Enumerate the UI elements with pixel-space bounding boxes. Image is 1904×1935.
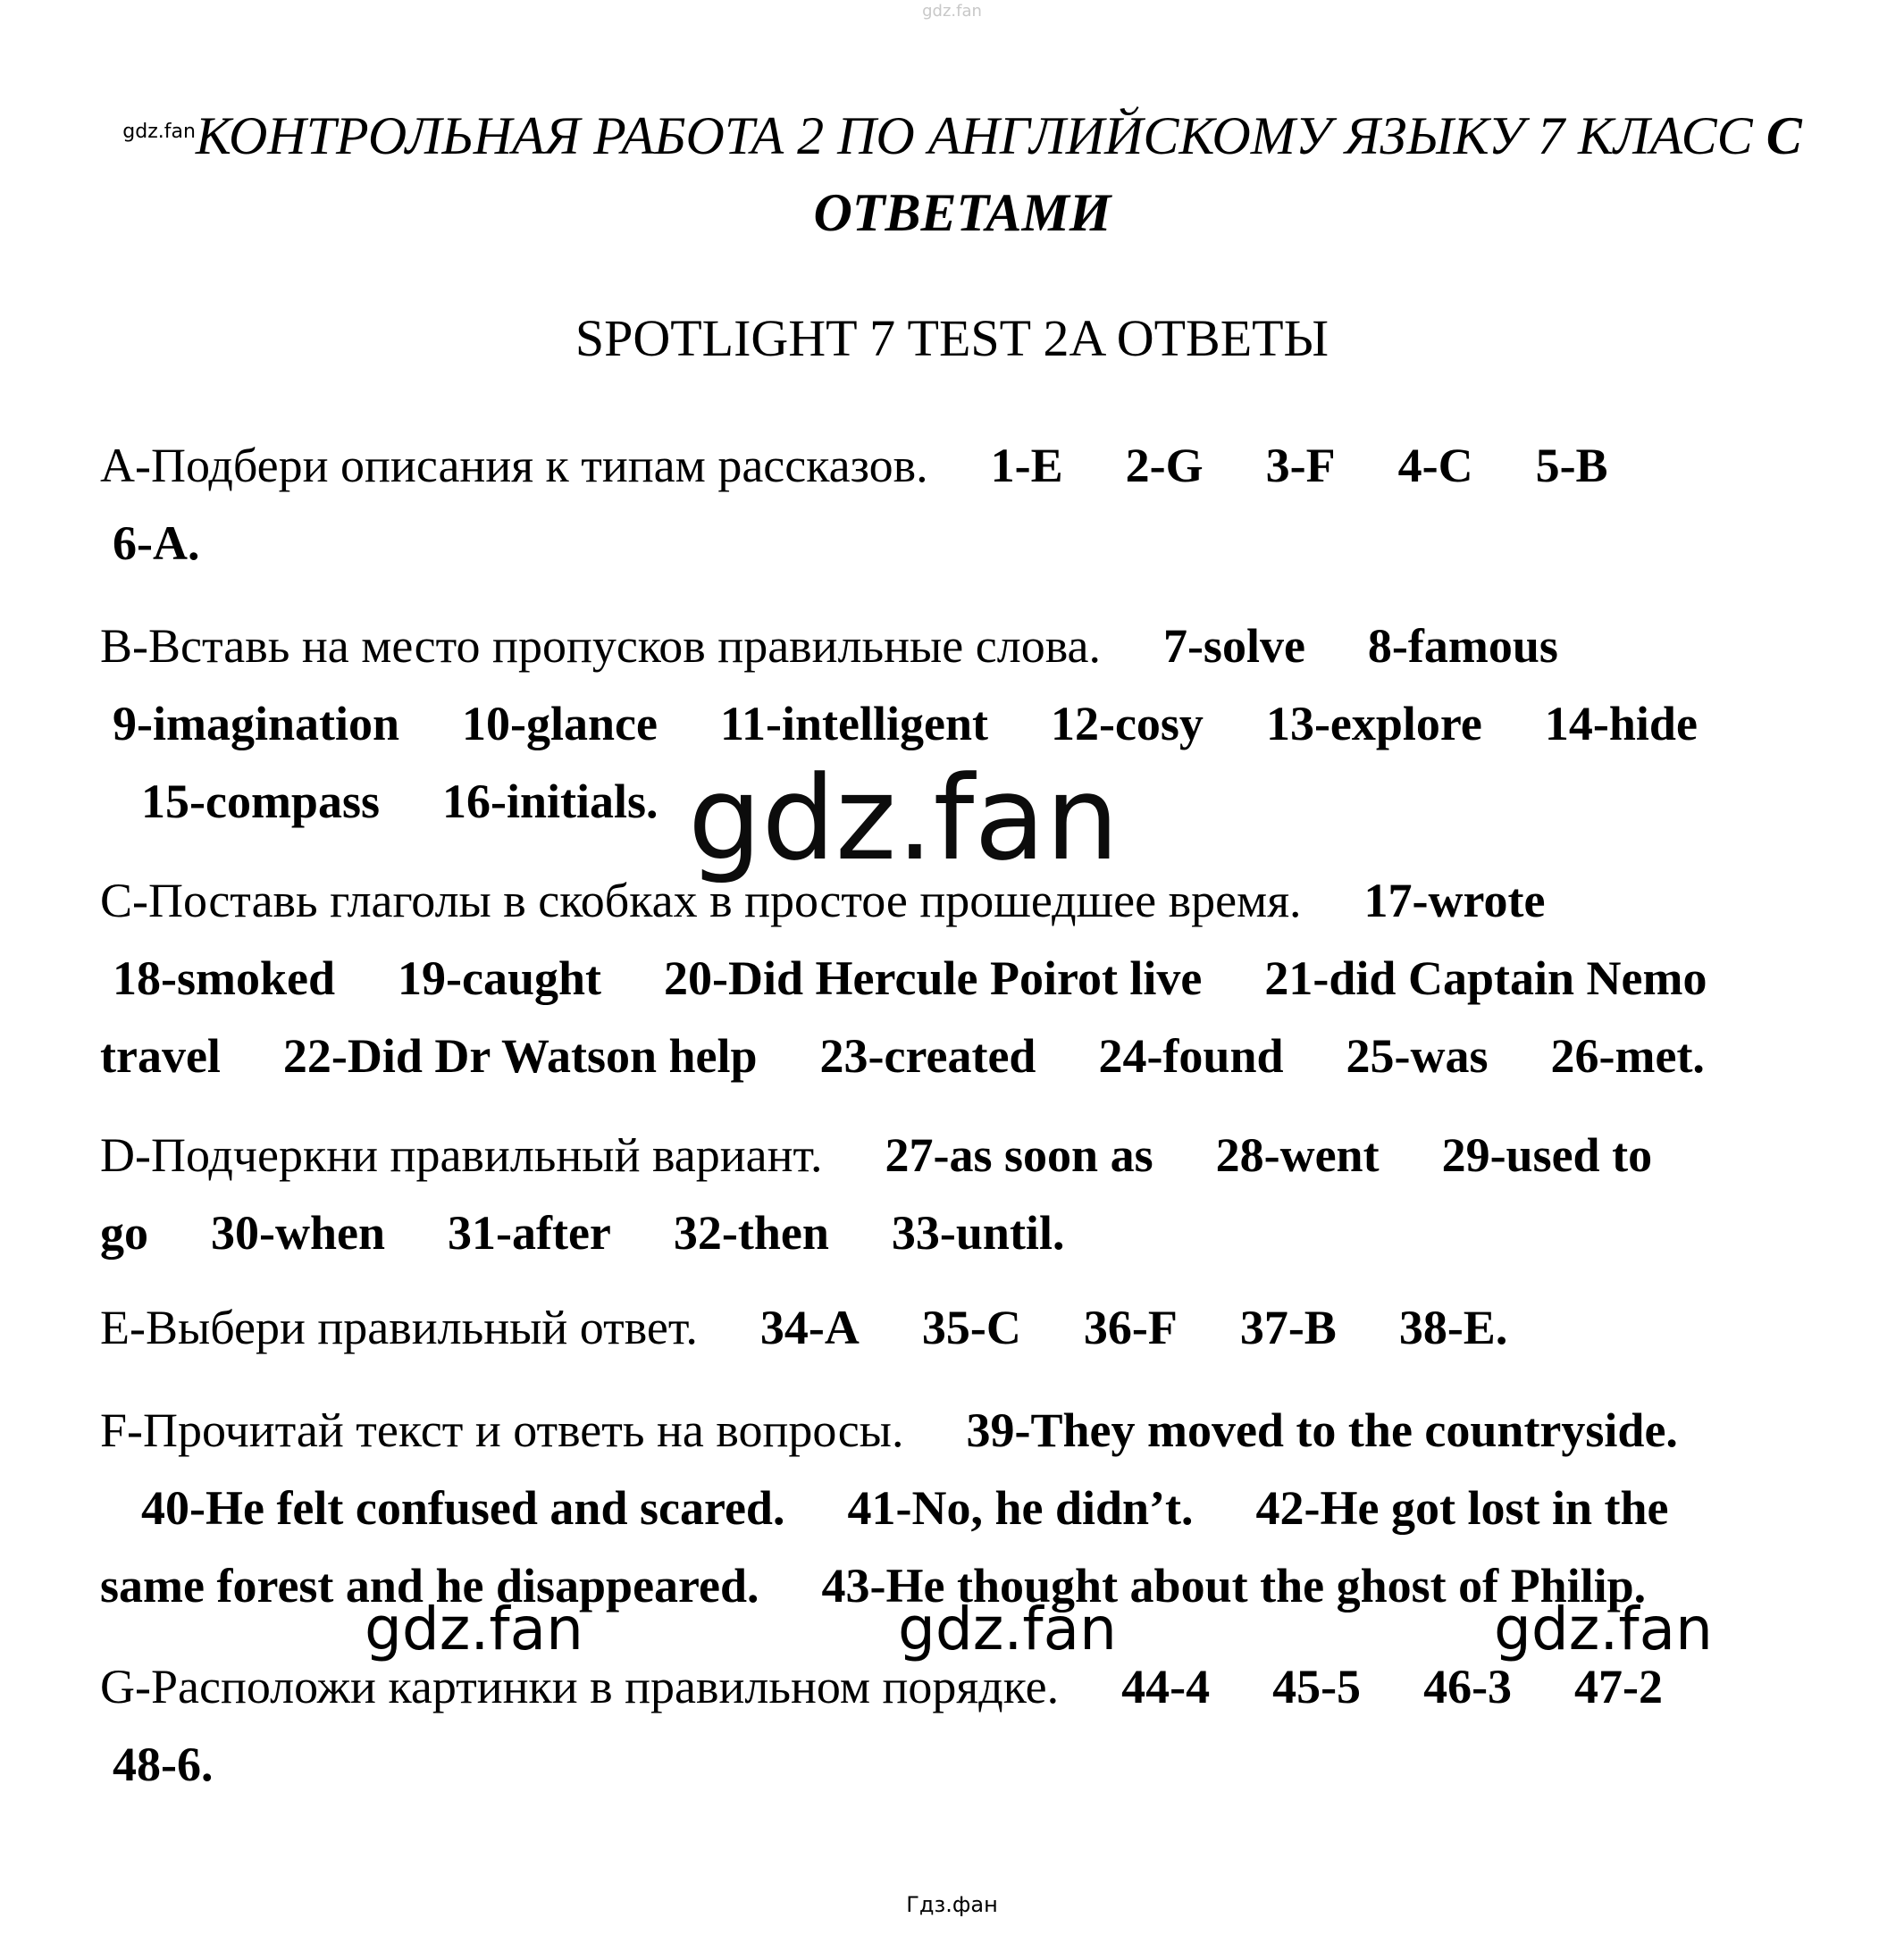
section-e [100,1289,1829,1367]
answer: 41-No, he didn’t. [847,1481,1194,1535]
section-d-label: D-Подчеркни правильный вариант. [100,1128,823,1182]
section-d [100,1117,1829,1272]
watermark-large: gdz.fan [688,750,1120,886]
answer: 15-compass [141,775,380,828]
answer: 27-as soon as [885,1128,1153,1182]
answer: 26-met. [1550,1029,1705,1083]
answer: same forest and he disappeared. [100,1559,759,1612]
answer: 23-created [819,1029,1036,1083]
answer: 29-used to [1441,1128,1653,1182]
answer: 21-did Captain Nemo [1264,951,1707,1005]
title-bold-c: С [1766,106,1802,165]
answer: 35-C [921,1301,1021,1354]
answer: 36-F [1083,1301,1178,1354]
answer: 18-smoked [113,951,336,1005]
answer: 17-wrote [1363,874,1546,927]
answer: 10-glance [462,697,658,750]
answer: 45-5 [1272,1660,1362,1713]
answer: 8-famous [1367,619,1558,673]
title-watermark: gdz.fan [122,121,196,143]
watermark-row-item: gdz.fan [365,1595,583,1663]
answer: 46-3 [1423,1660,1513,1713]
answer: 47-2 [1574,1660,1664,1713]
section-e-label: E-Выбери правильный ответ. [100,1301,698,1354]
section-f-label: F-Прочитай текст и ответь на вопросы. [100,1403,904,1457]
answer: 16-initials. [442,775,658,828]
answer: 31-after [448,1206,611,1260]
answer: 22-Did Dr Watson help [282,1029,758,1083]
answer: 7-solve [1162,619,1305,673]
answer: 4-C [1397,439,1473,492]
answer: 2-G [1125,439,1204,492]
answer: 32-then [673,1206,829,1260]
answer: 43-He thought about the ghost of Philip. [821,1559,1647,1612]
subtitle: SPOTLIGHT 7 TEST 2A ОТВЕТЫ [575,309,1329,367]
page-title [100,94,1824,251]
answer: 11-intelligent [719,697,988,750]
answer: 25-was [1346,1029,1489,1083]
answer: 12-cosy [1050,697,1204,750]
answer: 42-He got lost in the [1255,1481,1669,1535]
answer: 30-when [211,1206,386,1260]
answer: 13-explore [1265,697,1482,750]
answer: 37-B [1239,1301,1337,1354]
answer: 40-He felt confused and scared. [141,1481,785,1535]
answer: 48-6. [113,1738,214,1791]
answer: 34-A [759,1301,860,1354]
answer: 6-A. [113,516,200,570]
section-c [100,862,1829,1095]
title-bold-answers: ОТВЕТАМИ [813,183,1111,242]
answer: 3-F [1265,439,1336,492]
answer: 9-imagination [113,697,400,750]
answer: 14-hide [1544,697,1698,750]
section-g-label: G-Расположи картинки в правильном порядке. [100,1660,1060,1713]
section-f [100,1392,1829,1625]
title-italic-text: КОНТРОЛЬНАЯ РАБОТА 2 ПО АНГЛИЙСКОМУ ЯЗЫКУ 7 КЛАСС [195,106,1766,165]
answer: go [100,1206,148,1260]
answer: 20-Did Hercule Poirot live [664,951,1203,1005]
answer: 28-went [1215,1128,1380,1182]
answer: 1-E [990,439,1063,492]
footer-text: Гдз.фан [906,1892,998,1917]
watermark-row-item: gdz.fan [898,1595,1117,1663]
top-watermark: gdz.fan [922,2,982,21]
section-b [100,607,1829,841]
watermark-row-item: gdz.fan [1494,1595,1713,1663]
answer: 19-caught [398,951,602,1005]
answer: 33-until. [891,1206,1065,1260]
answer: 5-B [1535,439,1608,492]
section-g [100,1648,1829,1804]
answer: 39-They moved to the countryside. [966,1403,1678,1457]
answer: 38-E. [1398,1301,1508,1354]
answer: travel [100,1029,221,1083]
section-a [100,427,1829,582]
answer: 44-4 [1121,1660,1211,1713]
section-b-label: B-Вставь на место пропусков правильные слова. [100,619,1101,673]
section-c-label: C-Поставь глаголы в скобках в простое прошедшее время. [100,874,1302,927]
section-a-label: A-Подбери описания к типам рассказов. [100,439,928,492]
answer: 24-found [1098,1029,1284,1083]
